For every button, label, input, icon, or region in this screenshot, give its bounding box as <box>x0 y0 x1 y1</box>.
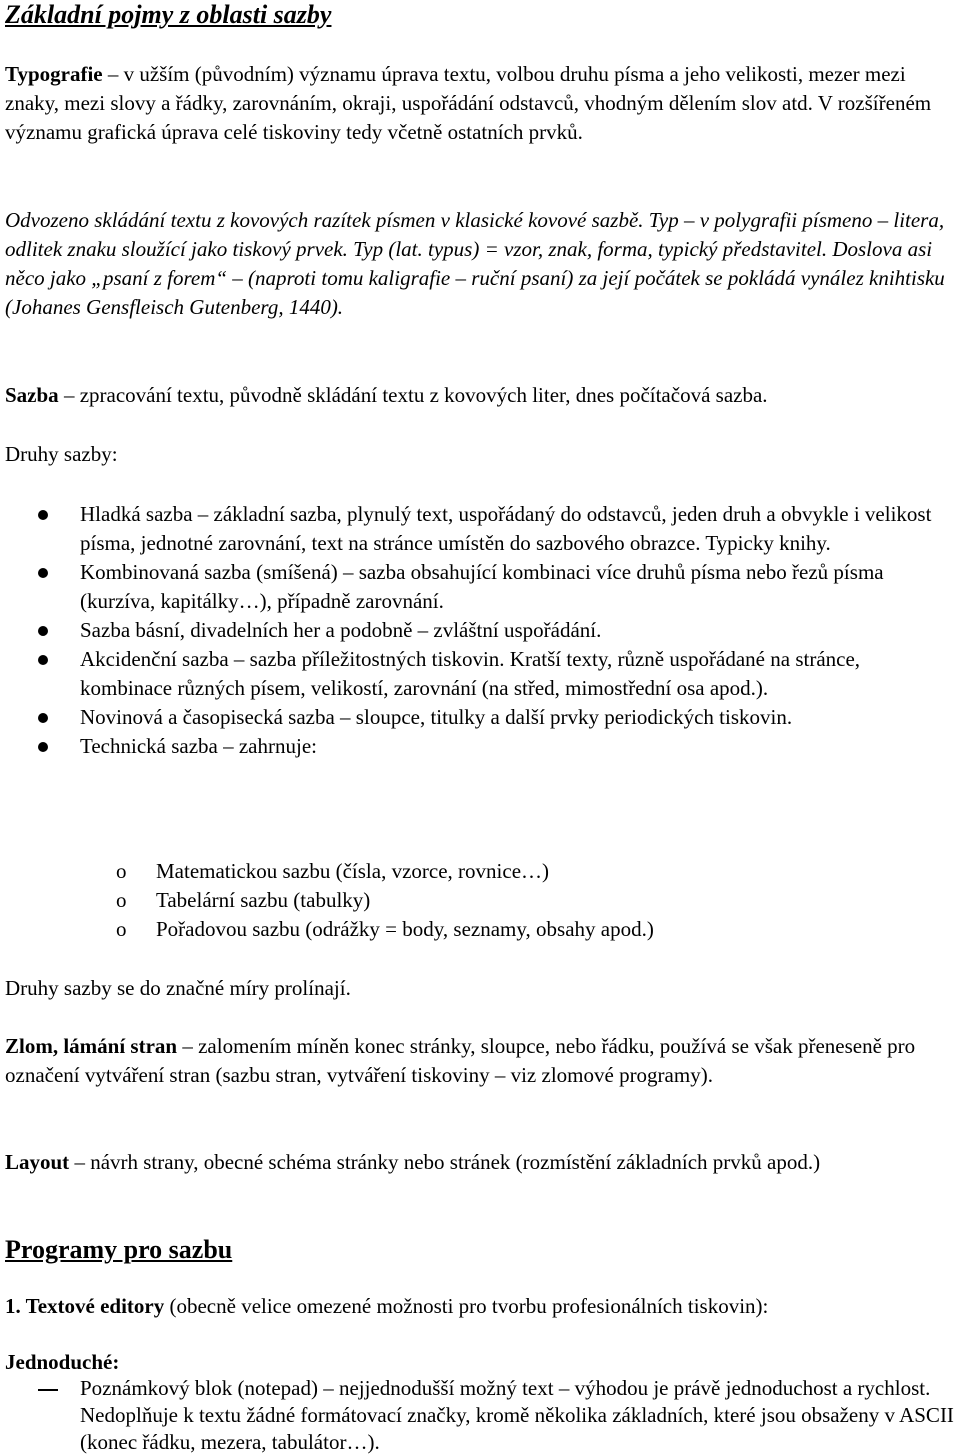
druhy-heading: Druhy sazby: <box>5 442 118 466</box>
layout-paragraph <box>5 1148 954 1177</box>
bullet-icon <box>38 626 48 636</box>
circle-bullet-icon: o <box>116 859 127 883</box>
typografie-term: Typografie <box>5 62 103 86</box>
list-item: o Matematickou sazbu (čísla, vzorce, rovnice…) <box>0 857 954 886</box>
bullet-icon <box>38 568 48 578</box>
zlom-paragraph <box>5 1032 954 1090</box>
layout-text: – návrh strany, obecné schéma stránky nebo stránek (rozmístění základních prvků apod.) <box>69 1150 821 1174</box>
list-item: Technická sazba – zahrnuje: <box>0 732 954 761</box>
section-title-programy: Programy pro sazbu <box>5 1235 233 1264</box>
bullet-icon <box>38 510 48 520</box>
druhy-sazby-list <box>0 500 954 761</box>
zlom-text: – zalomením míněn konec stránky, sloupce, nebo řádku, používá se však přeneseně pro označení vytváření stran (sazbu stran, vytváření tiskoviny – viz zlomové programy). <box>5 1034 916 1087</box>
circle-bullet-icon: o <box>116 888 127 912</box>
sazba-text: – zpracování textu, původně skládání textu z kovových liter, dnes počítačová sazba. <box>58 383 768 407</box>
editory-term: 1. Textové editory <box>5 1294 165 1318</box>
list-item: o Pořadovou sazbu (odrážky = body, seznamy, obsahy apod.) <box>0 915 954 944</box>
list-item: Hladká sazba – základní sazba, plynulý text, uspořádaný do odstavců, jeden druh a obvykle i velikost písma, jednotné zarovnání, text na stránce umístěn do sazbového obrazce. Typicky knihy. <box>0 500 954 558</box>
editory-paragraph <box>5 1292 954 1321</box>
prolinaji-paragraph: Druhy sazby se do značné míry prolínají. <box>5 976 351 1000</box>
technicka-sublist <box>0 857 954 944</box>
layout-term: Layout <box>5 1150 70 1174</box>
list-item: o Tabelární sazbu (tabulky) <box>0 886 954 915</box>
bullet-icon <box>38 655 48 665</box>
list-item: Akcidenční sazba – sazba příležitostných tiskovin. Kratší texty, různě uspořádané na stránce, kombinace různých písem, velikostí, zarovnání (na střed, mimostřední osa apod.). <box>0 645 954 703</box>
circle-bullet-icon: o <box>116 917 127 941</box>
typografie-paragraph <box>5 60 954 147</box>
dash-bullet-icon <box>38 1389 58 1391</box>
bullet-icon <box>38 713 48 723</box>
sazba-paragraph <box>5 381 954 410</box>
odvozeno-paragraph: Odvozeno skládání textu z kovových razítek písmen v klasické kovové sazbě. Typ – v polygrafii písmeno – litera, odlitek znaku sloužící jako tiskový prvek. Typ (lat. typus) = vzor, znak, forma, typický představitel. Doslova asi něco jako „psaní z forem“ – (naproti tomu kaligrafie – ruční psaní) za její počátek se pokládá vynález knihtisku (Johanes Gensfleisch Gutenberg, 1440). <box>5 208 945 319</box>
bullet-icon <box>38 742 48 752</box>
jednoduche-heading: Jednoduché: <box>5 1350 120 1374</box>
list-item: Novinová a časopisecká sazba – sloupce, titulky a další prvky periodických tiskovin. <box>0 703 954 732</box>
jednoduche-list <box>0 1375 954 1456</box>
editory-text: (obecně velice omezené možnosti pro tvorbu profesionálních tiskovin): <box>164 1294 769 1318</box>
sazba-term: Sazba <box>5 383 59 407</box>
list-item: Sazba básní, divadelních her a podobně – zvláštní uspořádání. <box>0 616 954 645</box>
zlom-term: Zlom, lámání stran <box>5 1034 178 1058</box>
page-title: Základní pojmy z oblasti sazby <box>5 0 332 29</box>
typografie-text: – v užším (původním) významu úprava textu, volbou druhu písma a jeho velikosti, mezer mezi znaky, mezi slovy a řádky, zarovnáním, okraji, uspořádání odstavců, vhodným dělením slov atd. V rozšířeném významu grafická úprava celé tiskoviny tedy včetně ostatních prvků. <box>5 62 932 144</box>
list-item: Kombinovaná sazba (smíšená) – sazba obsahující kombinaci více druhů písma nebo řezů písma (kurzíva, kapitálky…), případně zarovnání. <box>0 558 954 616</box>
list-item: Poznámkový blok (notepad) – nejjednodušší možný text – výhodou je právě jednoduchost a rychlost. Nedoplňuje k textu žádné formátovací značky, kromě několika základních, které jsou obsaženy v ASCII (konec řádku, mezera, tabulátor…). <box>0 1375 954 1456</box>
